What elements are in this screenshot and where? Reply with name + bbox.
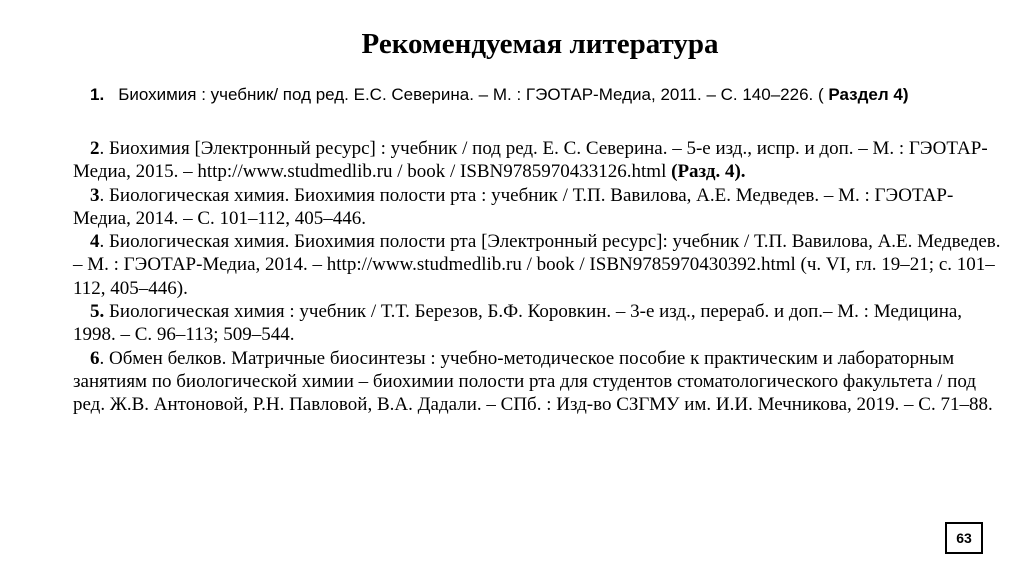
- reference-number: 6: [90, 347, 100, 369]
- reference-number: 5.: [90, 301, 105, 323]
- reference-text: . Обмен белков. Матричные биосинтезы : учебно-методическое пособие к практическим и лабораторным занятиям по биологической химии – биохимии полости рта для студентов стоматологического факультета / под ред. Ж.В. Антоновой, Р.Н. Павловой, В.А. Дадали. – СПб. : Изд-во СЗГМУ им. И.И. Мечникова, 2019. – С. 71–88.: [73, 347, 993, 416]
- reference-section: (Разд. 4).: [671, 161, 746, 183]
- reference-item-6: [73, 347, 1005, 417]
- reference-number: 1.: [90, 85, 105, 104]
- reference-section: Раздел 4): [828, 85, 909, 104]
- reference-item-3: [73, 184, 1005, 231]
- reference-item-1: [73, 83, 993, 107]
- page-number-badge: 63: [945, 522, 983, 554]
- reference-number: 2: [90, 138, 100, 159]
- reference-number: 3: [90, 184, 100, 206]
- reference-text: . Биологическая химия. Биохимия полости рта [Электронный ресурс]: учебник / Т.П. Вавилова, А.Е. Медведев. – М. : ГЭОТАР-Медиа, 2014. – http://www.studmedlib.ru / book / ISBN9785970430392.html (ч. VI, гл. 19–21; с. 101–112, 405–446).: [73, 231, 1001, 299]
- reference-number: 4: [90, 231, 100, 253]
- reference-text: . Биохимия [Электронный ресурс] : учебник / под ред. Е. С. Северина. – 5-е изд., испр. и доп. – М. : ГЭОТАР-Медиа, 2015. – http://www.studmedlib.ru / book / ISBN9785970433126.html: [73, 138, 988, 183]
- reference-item-2: [73, 137, 1005, 184]
- reference-item-5: [73, 300, 1005, 347]
- reference-text: . Биологическая химия. Биохимия полости рта : учебник / Т.П. Вавилова, А.Е. Медведев. – М. : ГЭОТАР-Медиа, 2014. – С. 101–112, 405–446.: [73, 184, 954, 229]
- reference-text: Биологическая химия : учебник / Т.Т. Березов, Б.Ф. Коровкин. – 3-е изд., перераб. и доп.– М. : Медицина, 1998. – С. 96–113; 509–544.: [73, 301, 963, 346]
- reference-text: Биохимия : учебник/ под ред. Е.С. Северина. – М. : ГЭОТАР-Медиа, 2011. – С. 140–226. (: [118, 85, 824, 104]
- reference-item-4: [73, 230, 1005, 300]
- reference-list: [73, 137, 1005, 417]
- page-title: Рекомендуемая литература: [361, 28, 719, 60]
